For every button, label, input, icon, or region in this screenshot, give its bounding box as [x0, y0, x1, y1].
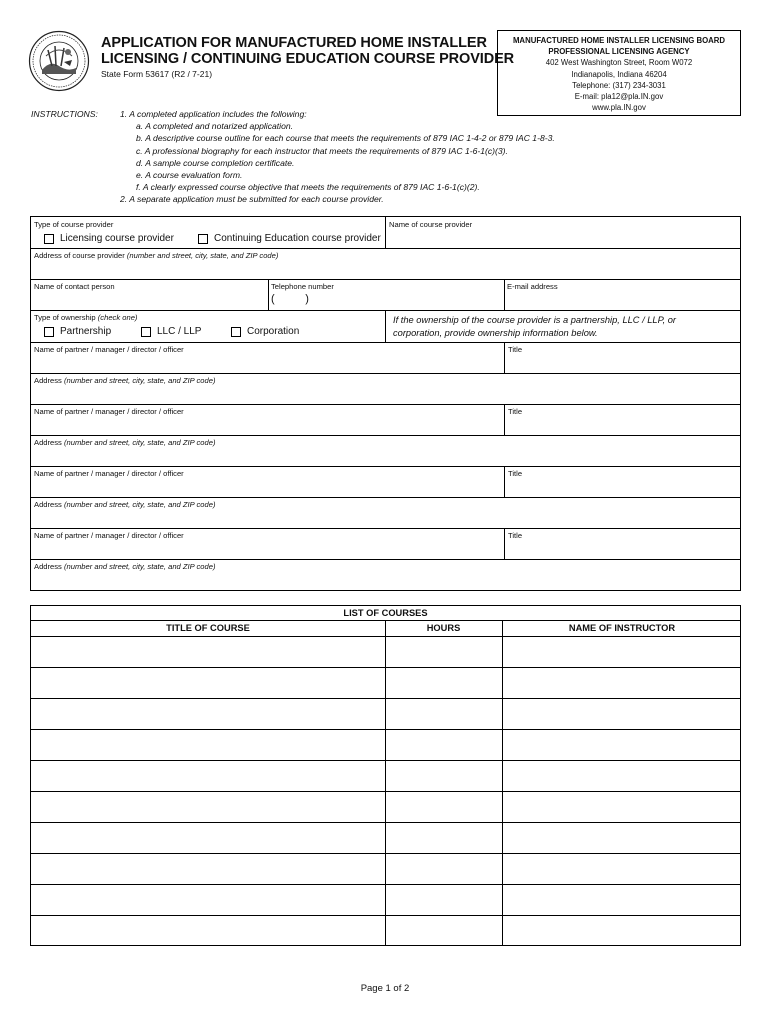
partner-name-field-4[interactable]: Name of partner / manager / director / officer — [34, 531, 184, 540]
course-instructor-cell[interactable] — [502, 698, 742, 729]
partner-address-label: Address — [34, 376, 62, 385]
course-instructor-cell[interactable] — [502, 915, 742, 946]
instruction-1f: f. A clearly expressed course objective that meets the requirements of 879 IAC 1-6-1(c)(2). — [136, 182, 480, 193]
provider-address-hint: (number and street, city, state, and ZIP code) — [126, 251, 279, 260]
course-hours-cell[interactable] — [385, 698, 502, 729]
agency-contact-box — [497, 30, 741, 116]
agency-email: E-mail: pla12@pla.IN.gov — [574, 92, 664, 102]
email-field[interactable]: E-mail address — [507, 282, 558, 291]
col-hours-header: HOURS — [426, 623, 461, 633]
partner-address-hint: (number and street, city, state, and ZIP code) — [63, 562, 216, 571]
llc-checkbox[interactable] — [141, 326, 201, 337]
course-hours-cell[interactable] — [385, 791, 502, 822]
ce-provider-checkbox[interactable] — [198, 233, 381, 244]
instructions-list — [120, 108, 555, 206]
instruction-1d: d. A sample course completion certificate. — [136, 157, 295, 168]
ownership-note — [393, 314, 676, 339]
provider-name-field[interactable]: Name of course provider — [389, 220, 473, 229]
form-title-line1: APPLICATION FOR MANUFACTURED HOME INSTALLER — [101, 35, 487, 51]
course-hours-cell[interactable] — [385, 915, 502, 946]
course-title-cell[interactable] — [31, 791, 385, 822]
partner-address-field-2[interactable] — [34, 438, 216, 447]
ce-provider-label: Continuing Education course provider — [214, 233, 381, 244]
telephone-field[interactable]: ( ) — [271, 293, 309, 305]
instruction-1c: c. A professional biography for each instructor that meets the requirements of 879 IAC 1-6-1(c)(3). — [136, 145, 508, 156]
telephone-label: Telephone number — [271, 282, 334, 291]
partner-name-field-3[interactable]: Name of partner / manager / director / officer — [34, 469, 184, 478]
provider-address-label: Address of course provider — [34, 251, 125, 260]
provider-form — [30, 216, 741, 591]
courses-table — [30, 605, 741, 946]
agency-address: 402 West Washington Street, Room W072 — [545, 58, 693, 68]
col-title-header: TITLE OF COURSE — [166, 623, 250, 633]
partner-title-field-3[interactable]: Title — [508, 469, 523, 478]
partner-address-hint: (number and street, city, state, and ZIP code) — [63, 500, 216, 509]
ownership-note-line2: corporation, provide ownership information below. — [393, 327, 598, 338]
partner-name-field-2[interactable]: Name of partner / manager / director / officer — [34, 407, 184, 416]
instruction-1b: b. A descriptive course outline for each course that meets the requirements of 879 IAC 1-4-2 or 879 IAC 1-8-3. — [136, 133, 555, 144]
ownership-hint: (check one) — [97, 313, 138, 322]
licensing-provider-checkbox[interactable] — [44, 233, 174, 244]
checkbox-square[interactable] — [141, 327, 151, 337]
checkbox-square[interactable] — [44, 234, 54, 244]
checkbox-square[interactable] — [198, 234, 208, 244]
partner-title-field-1[interactable]: Title — [508, 345, 523, 354]
partner-name-field-1[interactable]: Name of partner / manager / director / officer — [34, 345, 184, 354]
courses-heading: LIST OF COURSES — [343, 608, 428, 618]
course-title-cell[interactable] — [31, 760, 385, 791]
partner-address-hint: (number and street, city, state, and ZIP code) — [63, 376, 216, 385]
partner-address-field-1[interactable] — [34, 376, 216, 385]
agency-city: Indianapolis, Indiana 46204 — [571, 69, 667, 79]
course-instructor-cell[interactable] — [502, 667, 742, 698]
ownership-label: Type of ownership — [34, 313, 96, 322]
contact-person-field[interactable]: Name of contact person — [34, 282, 115, 291]
course-title-cell[interactable] — [31, 822, 385, 853]
course-instructor-cell[interactable] — [502, 729, 742, 760]
agency-board: MANUFACTURED HOME INSTALLER LICENSING BOARD — [512, 36, 726, 45]
course-title-cell[interactable] — [31, 915, 385, 946]
checkbox-square[interactable] — [44, 327, 54, 337]
type-provider-label: Type of course provider — [34, 220, 114, 229]
course-title-cell[interactable] — [31, 667, 385, 698]
form-number: State Form 53617 (R2 / 7-21) — [101, 69, 213, 79]
instruction-2: 2. A separate application must be submitted for each course provider. — [120, 194, 384, 205]
course-title-cell[interactable] — [31, 729, 385, 760]
instruction-1a: a. A completed and notarized application. — [136, 121, 294, 132]
instruction-1: 1. A completed application includes the following: — [120, 109, 307, 119]
course-title-cell[interactable] — [31, 884, 385, 915]
course-title-cell[interactable] — [31, 636, 385, 667]
course-hours-cell[interactable] — [385, 667, 502, 698]
instructions-label: INSTRUCTIONS: — [31, 109, 98, 119]
state-seal-logo — [28, 30, 90, 92]
corporation-checkbox[interactable] — [231, 326, 299, 337]
partnership-checkbox[interactable] — [44, 326, 111, 337]
course-title-cell[interactable] — [31, 698, 385, 729]
ownership-note-line1: If the ownership of the course provider is a partnership, LLC / LLP, or — [393, 315, 677, 325]
partner-title-field-4[interactable]: Title — [508, 531, 523, 540]
provider-address-field[interactable] — [34, 251, 278, 260]
instruction-1e: e. A course evaluation form. — [136, 170, 243, 181]
course-instructor-cell[interactable] — [502, 791, 742, 822]
llc-label: LLC / LLP — [157, 326, 202, 337]
partner-address-hint: (number and street, city, state, and ZIP code) — [63, 438, 216, 447]
course-hours-cell[interactable] — [385, 884, 502, 915]
course-instructor-cell[interactable] — [502, 884, 742, 915]
course-hours-cell[interactable] — [385, 822, 502, 853]
course-hours-cell[interactable] — [385, 853, 502, 884]
partner-title-field-2[interactable]: Title — [508, 407, 523, 416]
course-title-cell[interactable] — [31, 853, 385, 884]
partner-address-label: Address — [34, 562, 62, 571]
course-instructor-cell[interactable] — [502, 636, 742, 667]
partnership-label: Partnership — [60, 326, 112, 337]
course-hours-cell[interactable] — [385, 760, 502, 791]
course-hours-cell[interactable] — [385, 636, 502, 667]
partner-address-label: Address — [34, 438, 62, 447]
corporation-label: Corporation — [247, 326, 300, 337]
agency-phone: Telephone: (317) 234-3031 — [572, 80, 666, 90]
partner-address-field-3[interactable] — [34, 500, 216, 509]
course-hours-cell[interactable] — [385, 729, 502, 760]
licensing-provider-label: Licensing course provider — [60, 233, 174, 244]
page-number: Page 1 of 2 — [360, 983, 410, 994]
form-title-line2: LICENSING / CONTINUING EDUCATION COURSE PROVIDER — [101, 50, 515, 67]
agency-web: www.pla.IN.gov — [592, 103, 646, 113]
partner-address-field-4[interactable] — [34, 562, 216, 571]
course-instructor-cell[interactable] — [502, 760, 742, 791]
course-instructor-cell[interactable] — [502, 822, 742, 853]
form-title — [101, 36, 514, 67]
col-instructor-header: NAME OF INSTRUCTOR — [568, 623, 676, 633]
ownership-type-label — [34, 313, 137, 322]
agency-name: PROFESSIONAL LICENSING AGENCY — [548, 47, 690, 57]
partner-address-label: Address — [34, 500, 62, 509]
course-instructor-cell[interactable] — [502, 853, 742, 884]
checkbox-square[interactable] — [231, 327, 241, 337]
